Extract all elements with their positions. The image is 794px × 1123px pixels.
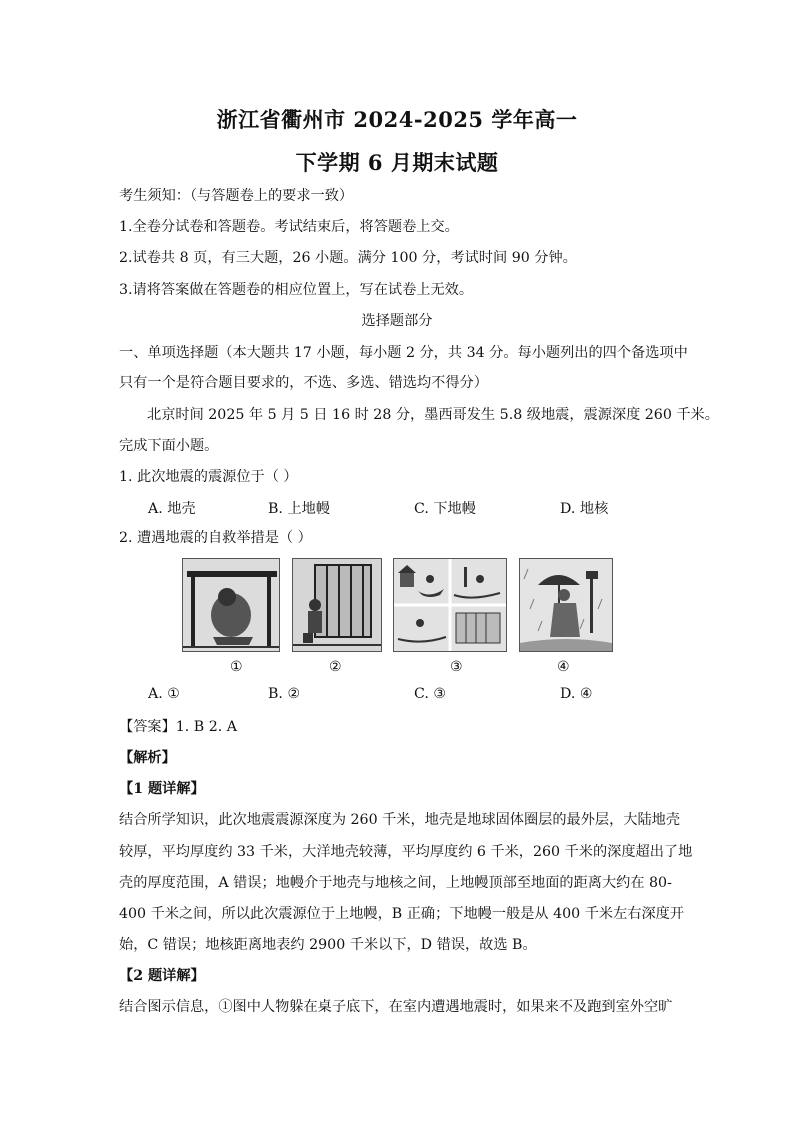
title-line-2: 下学期 6 月期末试题 (295, 150, 499, 175)
detail-1-line: 400 千米之间，所以此次震源位于上地幔，B 正确；下地幔一般是从 400 千米左右深度开 (119, 906, 685, 922)
q1-option-a: A. 地壳 (148, 501, 196, 517)
part1-intro: 只有一个是符合题目要求的，不选、多选、错选均不得分） (119, 375, 488, 391)
detail-1-heading: 【1 题详解】 (119, 781, 205, 797)
picture-label-2: ② (329, 659, 342, 675)
answer-line: 【答案】1. B 2. A (119, 719, 238, 735)
detail-2-heading: 【2 题详解】 (119, 968, 205, 984)
q2-option-d: D. ④ (560, 686, 593, 702)
picture-label-3: ③ (450, 659, 463, 675)
picture-label-1: ① (230, 659, 243, 675)
picture-window-escape (292, 558, 382, 652)
section-title: 选择题部分 (361, 313, 433, 329)
detail-1-line: 结合所学知识，此次地震震源深度为 260 千米，地壳是地球固体圈层的最外层，大陆地壳 (119, 812, 681, 828)
picture-flood-scenes (393, 558, 507, 652)
part1-intro: 一、单项选择题（本大题共 17 小题，每小题 2 分，共 34 分。每小题列出的四个备选项中 (119, 345, 688, 361)
q1-option-d: D. 地核 (560, 501, 609, 517)
detail-1-line: 较厚，平均厚度约 33 千米，大洋地壳较薄，平均厚度约 6 千米，260 千米的深度超出了地 (119, 844, 693, 860)
analysis-heading: 【解析】 (119, 750, 176, 766)
notice-item: 1.全卷分试卷和答题卷。考试结束后，将答题卷上交。 (119, 219, 459, 235)
question-2-stem: 2. 遭遇地震的自救举措是（ ） (119, 530, 312, 546)
q1-option-b: B. 上地幔 (268, 501, 331, 517)
detail-2-line: 结合图示信息，①图中人物躲在桌子底下，在室内遭遇地震时，如果来不及跑到室外空旷 (119, 999, 673, 1015)
q1-option-c: C. 下地幔 (414, 501, 476, 517)
q2-option-c: C. ③ (414, 686, 447, 702)
picture-label-4: ④ (557, 659, 570, 675)
notice-heading: 考生须知：（与答题卷上的要求一致） (119, 188, 354, 204)
picture-umbrella-rain (519, 558, 613, 652)
q2-option-a: A. ① (148, 686, 180, 702)
notice-item: 3.请将答案做在答题卷的相应位置上，写在试卷上无效。 (119, 282, 474, 298)
passage-line: 北京时间 2025 年 5 月 5 日 16 时 28 分，墨西哥发生 5.8 级地震，震源深度 260 千米。 (147, 407, 719, 423)
passage-line: 完成下面小题。 (119, 438, 219, 454)
picture-hide-under-table (182, 558, 280, 652)
notice-item: 2.试卷共 8 页，有三大题，26 小题。满分 100 分，考试时间 90 分钟。 (119, 250, 577, 266)
question-1-stem: 1. 此次地震的震源位于（ ） (119, 469, 298, 485)
detail-1-line: 壳的厚度范围，A 错误；地幔介于地壳与地核之间，上地幔顶部至地面的距离大约在 80- (119, 875, 672, 891)
title-line-1: 浙江省衢州市 2024-2025 学年高一 (216, 107, 578, 132)
detail-1-line: 始，C 错误；地核距离地表约 2900 千米以下，D 错误，故选 B。 (119, 937, 537, 953)
q2-option-b: B. ② (268, 686, 301, 702)
